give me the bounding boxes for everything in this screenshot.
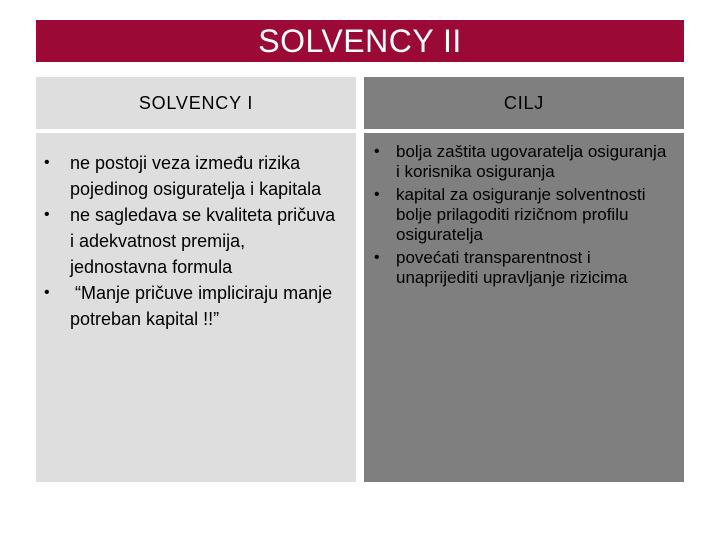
bullet-text: kapital za osiguranje solventnosti bolje prilagoditi rizičnom profilu osiguratelja <box>396 185 646 244</box>
bullet-icon: • <box>374 249 380 266</box>
bullet-text: povećati transparentnost i unaprijediti upravljanje rizicima <box>396 248 628 287</box>
right-column-body <box>364 133 684 482</box>
right-column-heading <box>364 77 684 129</box>
bullet-text: “Manje pričuve impliciraju manje potreban kapital !!” <box>70 283 338 329</box>
left-column-body <box>36 133 356 482</box>
list-item <box>374 185 670 245</box>
bullet-text: bolja zaštita ugovaratelja osiguranja i korisnika osiguranja <box>396 142 667 181</box>
bullet-icon: • <box>374 186 380 203</box>
bullet-text: ne sagledava se kvaliteta pričuva i adekvatnost premija, jednostavna formula <box>70 205 336 277</box>
left-bullet-list <box>36 133 356 332</box>
left-column-heading <box>36 77 356 129</box>
list-item <box>44 150 342 202</box>
right-heading-text: CILJ <box>503 92 545 113</box>
list-item <box>44 280 342 332</box>
bullet-text: ne postoji veza između rizika pojedinog osiguratelja i kapitala <box>70 153 322 199</box>
right-bullet-list <box>364 133 684 288</box>
list-item <box>374 248 670 288</box>
bullet-icon: • <box>44 206 50 223</box>
list-item <box>374 142 670 182</box>
bullet-icon: • <box>44 284 50 301</box>
bullet-icon: • <box>374 143 380 160</box>
left-heading-text: SOLVENCY I <box>138 92 254 113</box>
list-item <box>44 202 342 280</box>
slide-title: SOLVENCY II <box>36 20 684 62</box>
bullet-icon: • <box>44 154 50 171</box>
